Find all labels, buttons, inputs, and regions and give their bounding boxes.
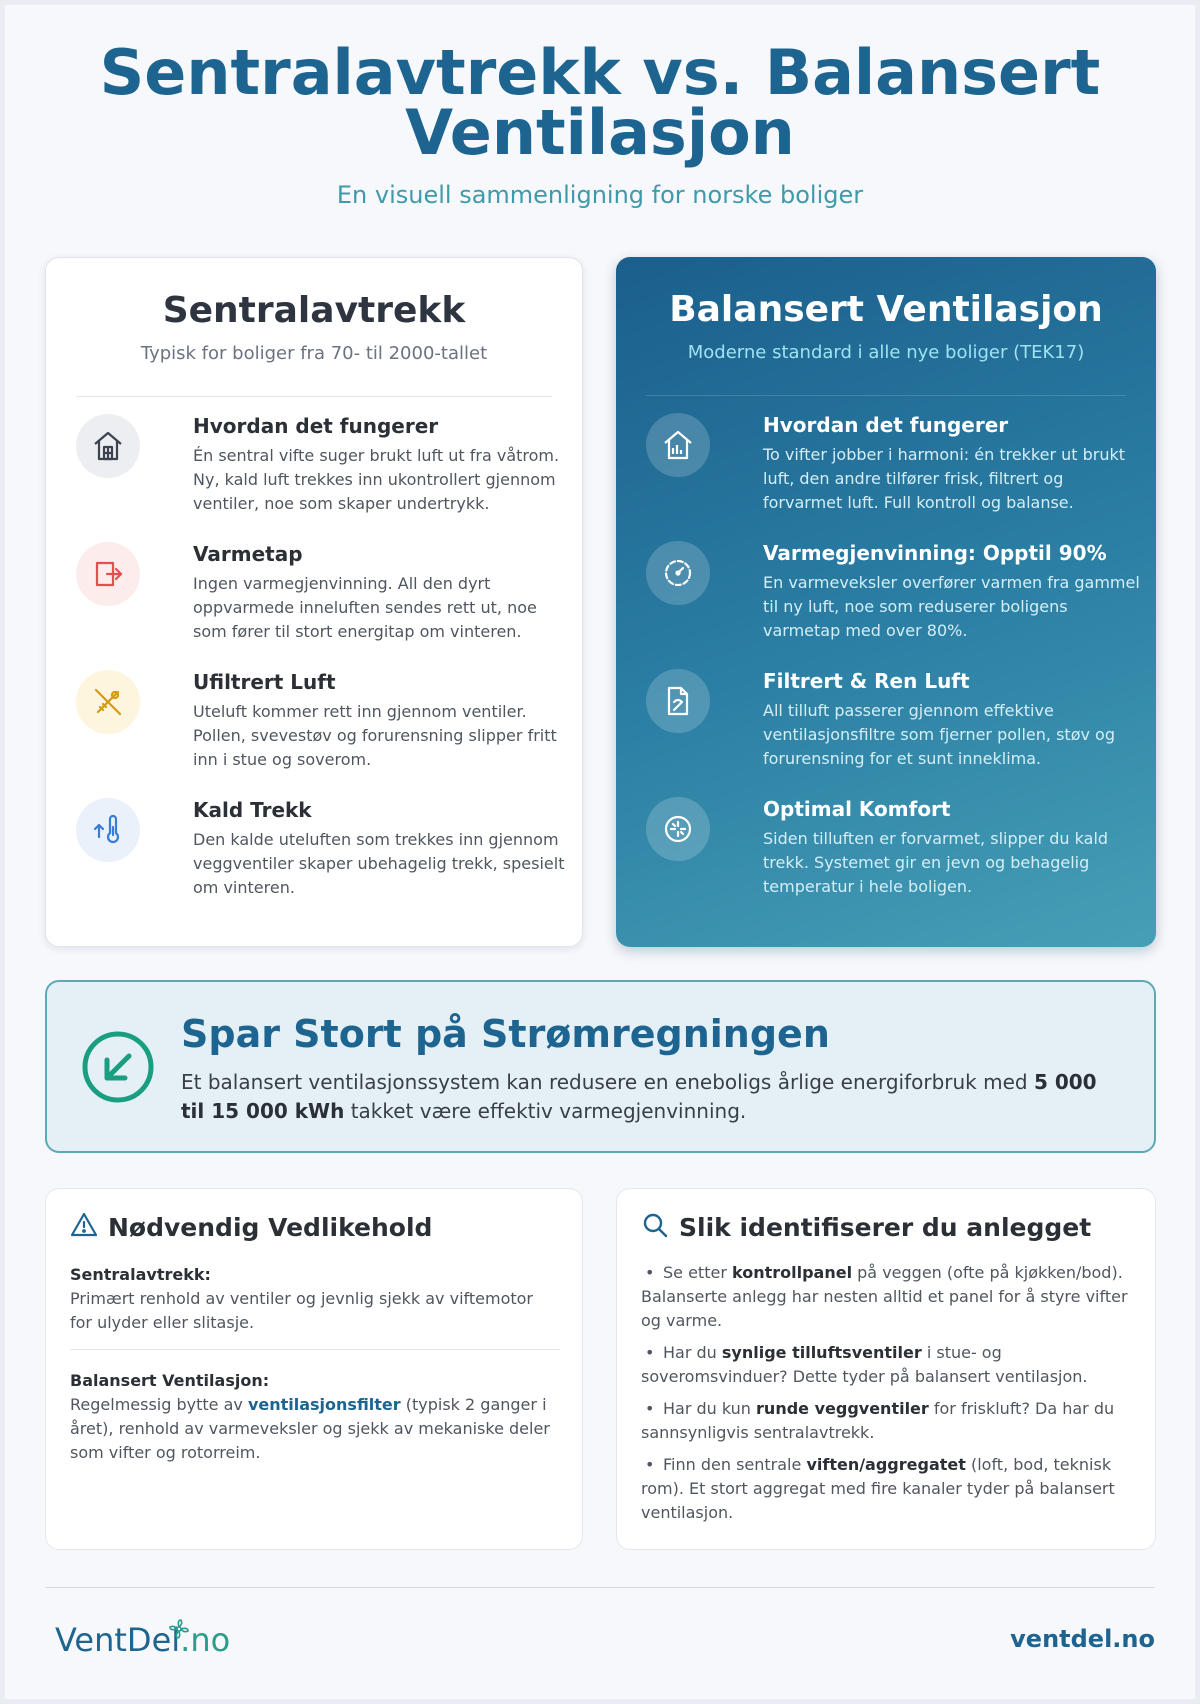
ventdel-logo[interactable]: VentDel.no [55,1621,230,1659]
fan-icon [167,1611,191,1649]
maintenance-balanced: Balansert Ventilasjon: Regelmessig bytte av ventilasjonsfilter (typisk 2 ganger i året), renhold av varmeveksler og sjekk av mekaniske deler som vifter og rotorreim. [70,1371,550,1462]
house-icon [646,413,710,477]
header [5,36,1195,209]
footer-divider [45,1587,1155,1588]
divider [646,395,1126,396]
maintenance-title: Nødvendig Vedlikehold [108,1212,433,1242]
maintenance-central: Sentralavtrekk: Primært renhold av ventiler og jevnlig sjekk av viftemotor for ulyder eller slitasje. [70,1265,533,1332]
divider [76,396,552,397]
filter-document-icon [646,669,710,733]
warning-icon [70,1211,98,1243]
search-icon [641,1211,669,1243]
page-title: Sentralavtrekk vs. Balansert Ventilasjon [99,36,1101,169]
heat-loss-icon [76,542,140,606]
page-subtitle: En visuell sammenligning for norske boliger [336,181,864,209]
page [5,5,1195,1699]
identify-title: Slik identifiserer du anlegget [679,1212,1092,1242]
card-title: Balansert Ventilasjon [669,289,1103,330]
heat-exchanger-icon [646,541,710,605]
card-subtitle: Moderne standard i alle nye boliger (TEK17) [687,342,1085,363]
card-subtitle: Typisk for boliger fra 70- til 2000-tallet [140,343,488,364]
list-item: • Se etter kontrollpanel på veggen (ofte på kjøkken/bod). Balanserte anlegg har nesten alltid et panel for å styre vifter og varme. [641,1263,1128,1330]
identify-list [641,1261,1137,1533]
comfort-icon [646,797,710,861]
balanced-ventilation-card: Balansert Ventilasjon Moderne standard i alle nye boliger (TEK17) Hvordan det fungerer To vifter jobber i harmoni: én trekker ut brukt luft, den andre tilfører frisk, filtrert og forvarmet luft. Full kontroll og balanse. Varmegjenvinning: Opptil 90% En varmeveksler overfører varmen fra gammel til ny luft, noe som reduserer boligens varmetap med over 80%. Filtrert & Ren Luft All tilluft passerer gjennom effektive ventilasjonsfiltre som fjerner pollen, støv og forurensning for et sunt inneklima. Optimal Komfort Siden tilluften er forvarmet, slipper du kald trekk. Systemet gir en jevn og behagelig temperatur i hele boligen. [616,257,1156,947]
no-filter-icon [76,670,140,734]
thermometer-icon [76,798,140,862]
list-item: • Har du kun runde veggventiler for friskluft? Da har du sannsynligvis sentralavtrekk. [641,1399,1115,1442]
central-exhaust-card: Sentralavtrekk Typisk for boliger fra 70- til 2000-tallet Hvordan det fungerer Én sentral vifte suger brukt luft ut fra våtrom. Ny, kald luft trekkes inn ukontrollert gjennom ventiler, noe som skaper undertrykk. Varmetap Ingen varmegjenvinning. All den dyrt oppvarmede inneluften sendes rett ut, noe som fører til stort energitap om vinteren. Ufiltrert Luft Uteluft kommer rett inn gjennom ventiler. Pollen, svevestøv og forurensning slipper fritt inn i stue og soverom. Kald Trekk Den kalde uteluften som trekkes inn gjennom veggventiler skaper ubehagelig trekk, spesielt om vinteren. [45,257,583,947]
savings-banner [45,980,1156,1153]
list-item: • Finn den sentrale viften/aggregatet (loft, bod, teknisk rom). Et stort aggregat med fire kanaler tyder på balansert ventilasjon. [641,1455,1115,1522]
list-item: • Har du synlige tilluftsventiler i stue- og soveromsvinduer? Dette tyder på balansert ventilasjon. [641,1343,1088,1386]
site-link[interactable]: ventdel.no [1010,1625,1155,1653]
arrow-down-left-icon [81,1030,155,1104]
savings-text: Et balansert ventilasjonssystem kan redusere en eneboligs årlige energiforbruk med 5 000 til 15 000 kWh takket være effektiv varmegjenvinning. [181,1070,1097,1123]
identify-card [616,1188,1156,1550]
maintenance-card [45,1188,583,1550]
house-icon [76,414,140,478]
card-title: Sentralavtrekk [162,290,466,331]
divider [70,1349,560,1350]
savings-title: Spar Stort på Strømregningen [181,1012,830,1056]
